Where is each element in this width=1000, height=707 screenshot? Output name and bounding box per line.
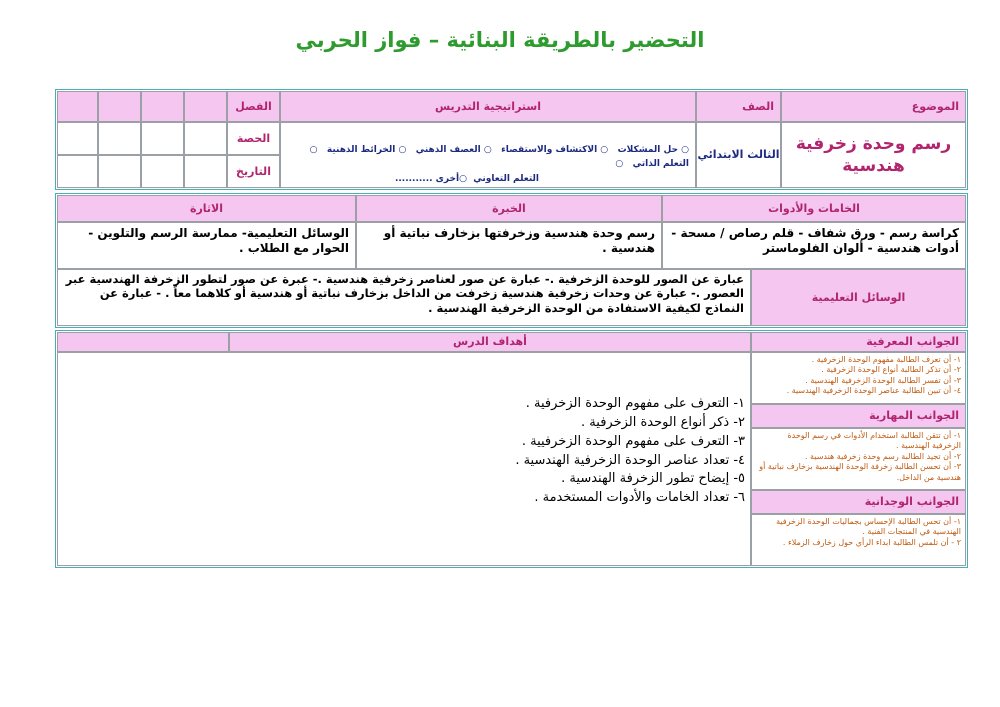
cognitive-item: ٣- أن تفسر الطالبة الوحدة الزخرفية الهندسية .	[805, 375, 961, 385]
emotional-label: الجوانب الوجدانية	[751, 490, 966, 514]
empty-cell	[141, 122, 184, 155]
lesson-goal: ٥- إيضاح تطور الزخرفة الهندسية .	[561, 471, 745, 487]
strategy-option[interactable]: ○ العصف الذهني	[415, 145, 492, 155]
strategy-option[interactable]: ○	[615, 159, 624, 170]
strategy-option[interactable]: ○ حل المشكلات	[617, 145, 689, 155]
emotional-item: ٢ - أن تلمس الطالبة ابداء الرأي حول زخارف الزملاء .	[782, 537, 961, 547]
strategy-option[interactable]: ○أخرى ...........	[394, 173, 467, 184]
skill-item: ٢- أن تجيد الطالبة رسم وحدة زخرفية هندسية .	[804, 451, 961, 461]
cognitive-item: ١- أن تعرف الطالبة مفهوم الوحدة الزخرفية .	[811, 355, 961, 364]
empty-cell	[98, 155, 141, 188]
empty-cell	[57, 91, 98, 122]
lesson-goal: ٤- تعداد عناصر الوحدة الزخرفية الهندسية .	[515, 452, 745, 468]
experience-label: الخبرة	[356, 195, 662, 222]
skill-item: ١- أن تتقن الطالبة استخدام الأدوات في رسم الوحدة الزخرفية الهندسية .	[787, 431, 961, 451]
lesson-goal: ٦- تعداد الخامات والأدوات المستخدمة .	[534, 490, 745, 506]
lesson-goals-area	[57, 352, 751, 566]
materials-value: كراسة رسم - ورق شفاف - قلم رصاص / مسحة - أدوات هندسية - ألوان الفلوماستر	[662, 222, 966, 269]
lesson-goals-label: أهداف الدرس	[229, 332, 751, 352]
empty-cell	[184, 155, 227, 188]
empty-cell	[184, 91, 227, 122]
emotional-item: ١- أن تحس الطالبة الإحساس بجماليات الوحدة الزخرفية الهندسية في المنتجات الفنية .	[776, 517, 961, 537]
motivation-label: الاثارة	[57, 195, 356, 222]
skill-items	[751, 428, 966, 490]
lesson-goals-list	[485, 395, 745, 508]
motivation-value: الوسائل التعليمية- ممارسة الرسم والتلوين - الحوار مع الطلاب .	[57, 222, 356, 269]
subject-value: رسم وحدة زخرفية هندسية	[781, 122, 966, 188]
aids-value: عبارة عن الصور للوحدة الزخرفية .- عبارة عن صور لعناصر زخرفية هندسية .- عبرة عن صور لتطور الزخرفة الهندسية عبر العصور .- عبارة عن وحدات زخرفية هندسية زخرفت من الداخل بزخارف نباتية أو هندسية أو كلاهما معاً . - عبارة عن النماذج لكيفية الاستفادة من الوحدة الزخرفية الهندسية .	[57, 269, 751, 326]
emotional-items	[751, 514, 966, 566]
empty-cell	[184, 122, 227, 155]
aids-label: الوسائل التعليمية	[751, 269, 966, 326]
cognitive-item: ٤- أن تبين الطالبة عناصر الوحدة الزخرفية الهندسية .	[786, 386, 961, 396]
date-label: التاريخ	[227, 155, 280, 188]
materials-label: الخامات والأدوات	[662, 195, 966, 222]
empty-cell	[98, 91, 141, 122]
experience-value: رسم وحدة هندسية وزخرفتها بزخارف نباتية أو هندسية .	[356, 222, 662, 269]
class-label: الفصل	[227, 91, 280, 122]
cognitive-label: الجوانب المعرفية	[751, 332, 966, 352]
skill-item: ٣- أن تحسن الطالبة زخرفة الوحدة الهندسية بزخارف نباتية أو هندسية من الداخل.	[759, 462, 961, 482]
cognitive-items	[751, 352, 966, 404]
strategy-label: استراتيجية التدريس	[280, 91, 696, 122]
subject-label: الموضوع	[781, 91, 966, 122]
empty-cell	[57, 155, 98, 188]
empty-cell	[98, 122, 141, 155]
strategy-option[interactable]: ○ الخرائط الذهنية	[326, 145, 407, 155]
page-title: التحضير بالطريقة البنائية – فواز الحربي	[295, 28, 705, 52]
empty-cell	[141, 91, 184, 122]
empty-cell	[57, 332, 229, 352]
empty-cell	[57, 122, 98, 155]
lesson-goal: ٢- ذكر أنواع الوحدة الزخرفية .	[581, 414, 745, 430]
strategy-option[interactable]: ○ الاكتشاف والاستقصاء	[501, 145, 609, 155]
lesson-goal: ٣- التعرف على مفهوم الوحدة الزخرفيية .	[521, 433, 745, 449]
strategy-option[interactable]: التعلم التعاوني	[473, 173, 539, 184]
strategy-option[interactable]: ○ التعلم الذاتي	[309, 145, 689, 170]
grade-value: الثالث الابتدائي	[696, 122, 781, 188]
empty-cell	[141, 155, 184, 188]
strategy-options	[280, 122, 696, 188]
skill-label: الجوانب المهارية	[751, 404, 966, 428]
cognitive-item: ٢- أن تذكر الطالبة أنواع الوحدة الزخرفية .	[821, 365, 961, 375]
grade-label: الصف	[696, 91, 781, 122]
lesson-goal: ١- التعرف على مفهوم الوحدة الزخرفية .	[525, 396, 745, 411]
period-label: الحصة	[227, 122, 280, 155]
